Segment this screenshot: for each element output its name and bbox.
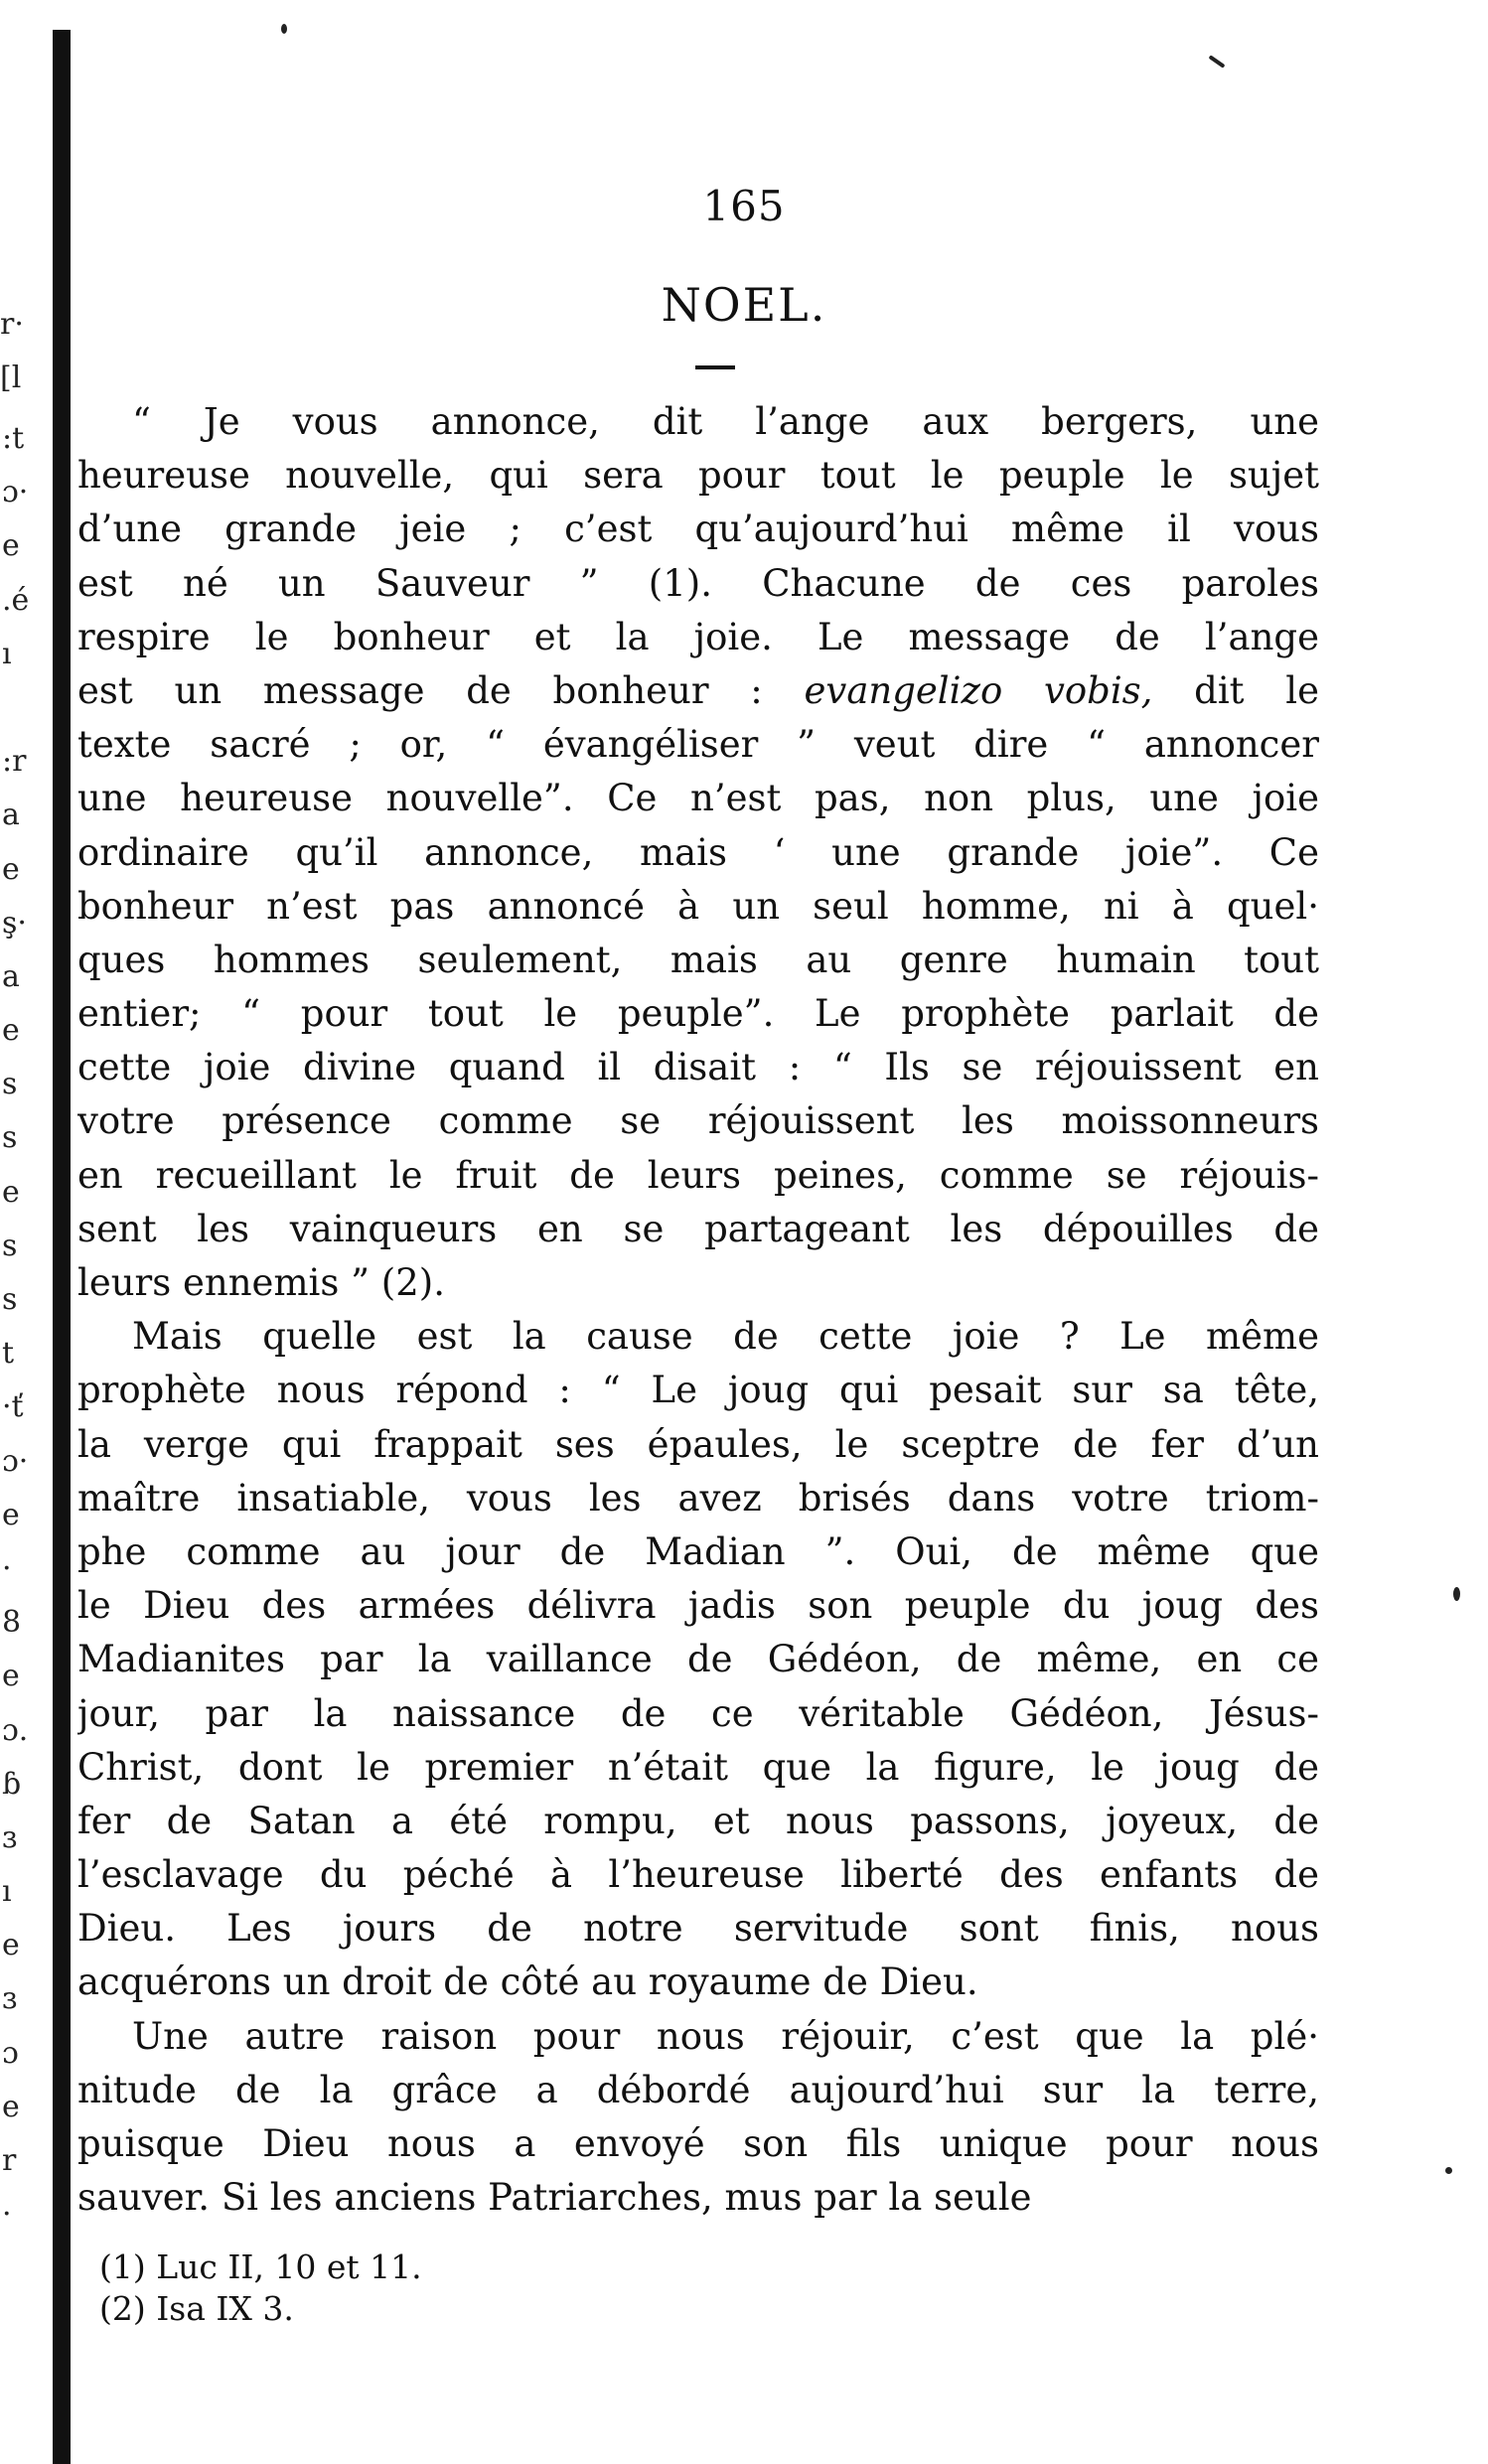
margin-fragment: .é <box>2 582 30 618</box>
text-line: puisque Dieu nous a envoyé son fils unique pour nous <box>77 2122 1319 2165</box>
text-line: fer de Satan a été rompu, et nous passons, joyeux, de <box>77 1799 1319 1842</box>
margin-fragment: s <box>2 1120 18 1156</box>
chapter-title: NOEL. <box>661 278 827 332</box>
margin-fragment: e <box>2 1659 20 1694</box>
text-line: sent les vainqueurs en se partageant les dépouilles de <box>77 1207 1319 1250</box>
text-line: est un message de bonheur : evangelizo vobis, dit le <box>77 668 1319 712</box>
margin-fragment: s <box>2 1067 18 1102</box>
margin-fragment: e <box>2 528 20 564</box>
text-line: entier; “ pour tout le peuple”. Le prophète parlait de <box>77 992 1319 1036</box>
margin-fragment: s <box>2 1282 18 1317</box>
text-line: Mais quelle est la cause de cette joie ? Le même <box>132 1315 1319 1359</box>
margin-fragment: :t <box>2 421 25 456</box>
margin-fragment: a <box>2 797 20 833</box>
text-line: bonheur n’est pas annoncé à un seul homme, ni à quel· <box>77 884 1319 928</box>
text-line: sauver. Si les anciens Patriarches, mus par la seule <box>77 2176 1032 2220</box>
page-number: 165 <box>702 182 786 230</box>
margin-fragment: ş· <box>2 905 27 941</box>
margin-fragment: e <box>2 2089 20 2124</box>
text-line: texte sacré ; or, “ évangéliser ” veut dire “ annoncer <box>77 723 1319 767</box>
margin-fragment: ɔ· <box>2 475 29 510</box>
margin-fragment: t <box>2 1336 15 1372</box>
margin-fragment: r <box>2 2143 17 2178</box>
text-line: heureuse nouvelle, qui sera pour tout le peuple le sujet <box>77 454 1319 498</box>
body-text <box>77 395 1319 2225</box>
margin-fragment: e <box>2 1174 20 1210</box>
footnote: (1) Luc II, 10 et 11. <box>99 2247 422 2286</box>
text-line: une heureuse nouvelle”. Ce n’est pas, non plus, une joie <box>77 777 1319 820</box>
margin-fragment: ɜ <box>2 1981 18 2017</box>
text-line: nitude de la grâce a débordé aujourd’hui sur la terre, <box>77 2068 1319 2111</box>
margin-fragment: s <box>2 1228 18 1263</box>
margin-fragment: :r <box>2 744 27 780</box>
print-speck <box>1453 1587 1460 1601</box>
text-line: cette joie divine quand il disait : “ Ils se réjouissent en <box>77 1046 1319 1089</box>
print-speck <box>1208 55 1225 69</box>
title-rule <box>695 365 735 369</box>
print-speck <box>281 24 287 34</box>
margin-fragment: [l <box>0 361 22 395</box>
text-line: maître insatiable, vous les avez brisés dans votre triom- <box>77 1476 1319 1520</box>
margin-fragment: ɔ <box>2 2035 19 2071</box>
margin-fragment: ·ť <box>2 1389 24 1425</box>
footnotes <box>99 2247 422 2330</box>
margin-fragment: r· <box>0 307 24 342</box>
text-line: “ Je vous annonce, dit l’ange aux bergers, une <box>132 400 1319 443</box>
adjacent-page-fragment <box>2 412 42 2242</box>
text-line: Christ, dont le premier n’était que la figure, le joug de <box>77 1745 1319 1789</box>
text-line: acquérons un droit de côté au royaume de Dieu. <box>77 1960 978 2004</box>
margin-fragment: ɔ· <box>2 1443 29 1479</box>
text-line: respire le bonheur et la joie. Le message de l’ange <box>77 615 1319 658</box>
margin-fragment <box>2 681 42 735</box>
text-line: d’une grande jeie ; c’est qu’aujourd’hui même il vous <box>77 507 1319 551</box>
text-line: le Dieu des armées délivra jadis son peuple du joug des <box>77 1584 1319 1628</box>
text-line: l’esclavage du péché à l’heureuse liberté des enfants de <box>77 1853 1319 1897</box>
text-line: votre présence comme se réjouissent les moissonneurs <box>77 1099 1319 1143</box>
text-line: leurs ennemis ” (2). <box>77 1261 445 1304</box>
text-line: est né un Sauveur ” (1). Chacune de ces paroles <box>77 561 1319 605</box>
text-line: ordinaire qu’il annonce, mais ‘ une grande joie”. Ce <box>77 830 1319 874</box>
binding-edge <box>53 30 71 2464</box>
margin-fragment: e <box>2 1497 20 1532</box>
margin-fragment: 8 <box>2 1605 22 1641</box>
text-line: la verge qui frappait ses épaules, le sceptre de fer d’un <box>77 1422 1319 1466</box>
margin-fragment: ı <box>2 636 12 671</box>
text-line: en recueillant le fruit de leurs peines, comme se réjouis- <box>77 1153 1319 1197</box>
margin-fragment: e <box>2 1928 20 1963</box>
margin-fragment: e <box>2 1013 20 1049</box>
margin-fragment: ɓ <box>2 1766 22 1802</box>
footnote: (2) Isa IX 3. <box>99 2289 294 2328</box>
text-line: ques hommes seulement, mais au genre humain tout <box>77 938 1319 981</box>
margin-fragment: · <box>2 1550 12 1586</box>
margin-fragment: ı <box>2 1874 12 1910</box>
text-line: prophète nous répond : “ Le joug qui pesait sur sa tête, <box>77 1369 1319 1412</box>
print-speck <box>1445 2167 1452 2174</box>
margin-fragment: · <box>2 2197 12 2233</box>
margin-fragment: ɜ <box>2 1819 18 1855</box>
margin-fragment: e <box>2 851 20 887</box>
text-line: jour, par la naissance de ce véritable Gédéon, Jésus- <box>77 1691 1319 1735</box>
text-line: Une autre raison pour nous réjouir, c’est que la plé· <box>132 2014 1319 2058</box>
text-line: phe comme au jour de Madian ”. Oui, de même que <box>77 1529 1319 1573</box>
margin-fragment: ɔ. <box>2 1712 29 1748</box>
text-line: Dieu. Les jours de notre servitude sont finis, nous <box>77 1907 1319 1951</box>
text-line: Madianites par la vaillance de Gédéon, de même, en ce <box>77 1638 1319 1681</box>
margin-fragment: a <box>2 958 20 994</box>
